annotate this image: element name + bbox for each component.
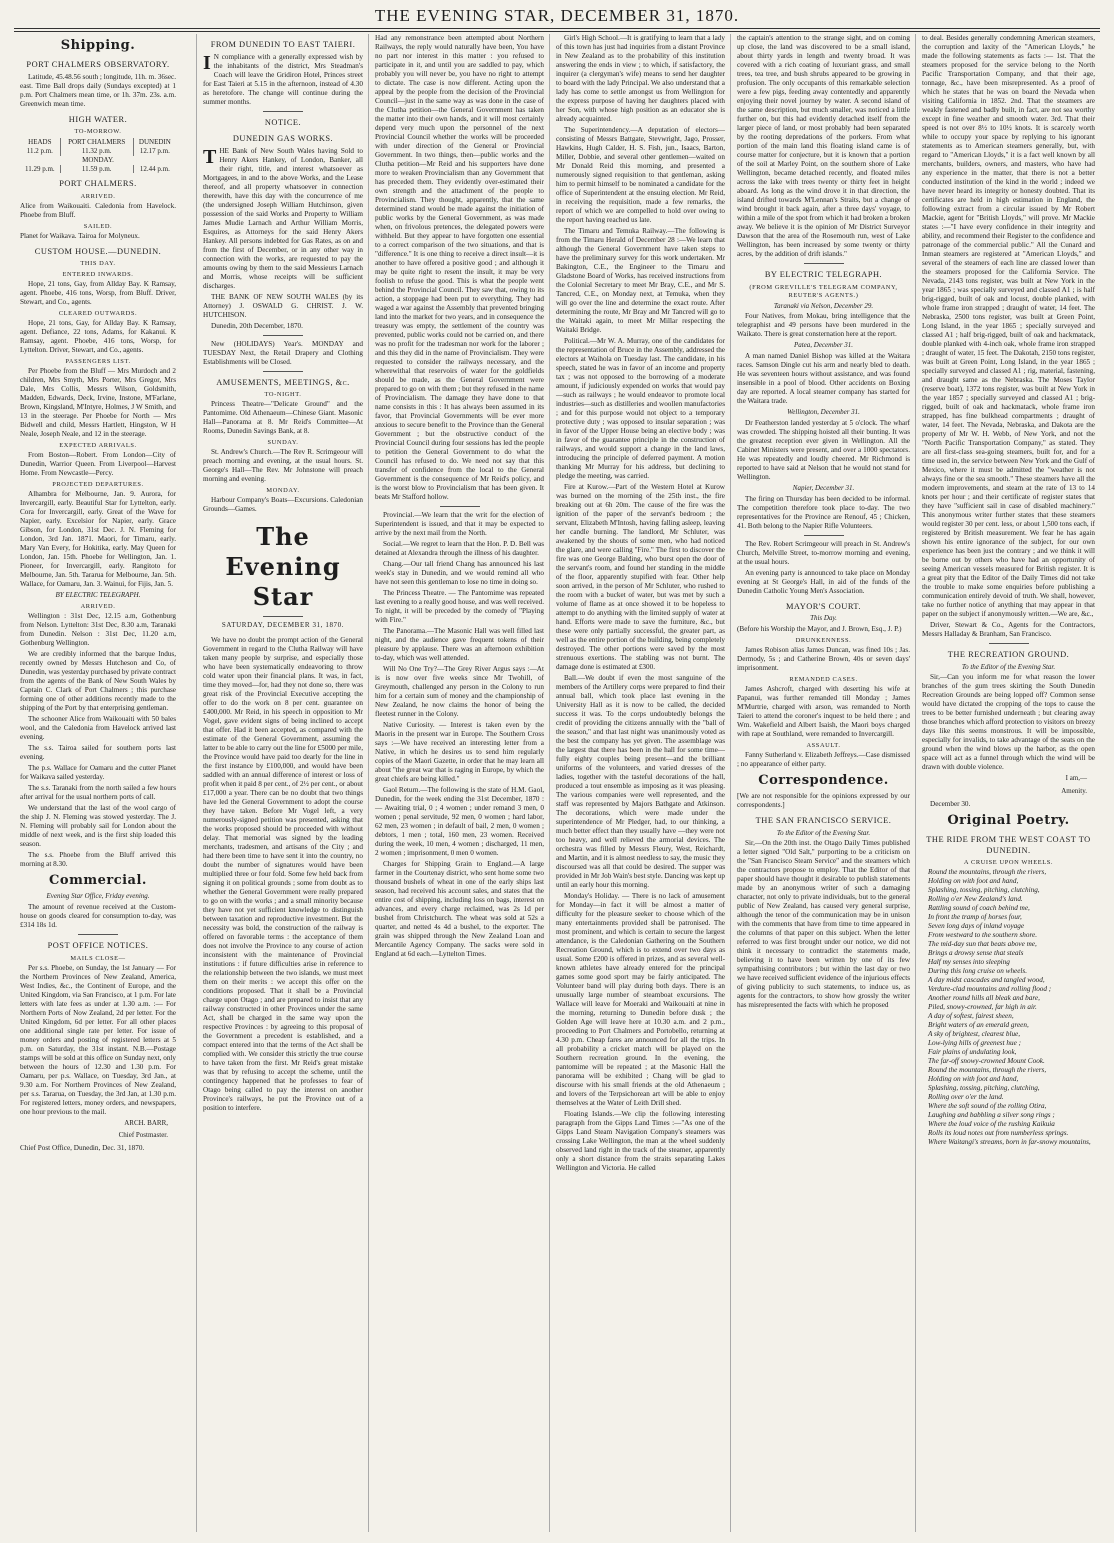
commercial-office: Evening Star Office, Friday evening. <box>46 892 150 901</box>
letter-date: December 30. <box>930 799 971 808</box>
amusements-heading: AMUSEMENTS, MEETINGS, &c. <box>216 377 350 387</box>
news-item: Fire at Kurow.—Part of the Western Hotel at Kurow was burned on the morning of the 25th inst., the fire breaking out at 6h 20m. The cause of the fire was the ignition of the paper of the servant's bedroom ; the servant, Elizabeth M'Intosh, having falling asleep, leaving her candle burning. The landlord, Mr Schluter, was awakened by the shouts of some men, who had noticed the glare, and were calling "Fire." The first to discover the fire was one George Balding, who burst open the door of the servant's room, and found her standing in the middle of the floor, apparently stupified with fear. Other help soon arrived, in the person of Mr Schluter, who rushed to the room with a bucket of water, but was met by such a volume of flame as at once showed it to be hopeless to attempt to do anything with the limited supply of water at hand. Efforts were made to save the furniture, &c., but these were only partially successful, the greater part, as well as the entire portion of the building, being completely destroyed. The other portions were saved by the most strenuous exertions. The stabling was not burnt. The damage done is estimated at £300. <box>556 483 725 671</box>
news-item: Social.—We regret to learn that the Hon. P. D. Bell was detained at Alexandra through the illness of his daughter. <box>375 540 544 557</box>
mayors-court-heading: MAYOR'S COURT. <box>785 601 862 611</box>
telegraph-place: Taranaki via Nelson, December 29. <box>773 301 874 310</box>
tide-cell: 12.44 p.m. <box>133 165 176 174</box>
customs-heading: CUSTOM HOUSE.—DUNEDIN. <box>34 246 162 256</box>
news-item: The Panorama.—The Masonic Hall was well filled last night, and the audience gave frequent tokens of their pleasure by applause. There was an afternoon exhibition to-day, which was well attended. <box>375 627 544 662</box>
poem-line: Piled, snowy-crowned, far high in air. <box>928 1003 1037 1011</box>
news-item: Monday's Holiday. — There is no lack of amusement for Monday—in fact it will be almost a matter of difficulty for the pleasure seeker to choose which of the many entertainments provided shall be patronised. The most prominent, and which is certain to secure the largest attendance, is the Caledonian Gathering on the Southern Recreation Ground, which is to extend over two days as usual. Some £200 is offered in prizes, and as several well-known athletes have already entered for the principal games some good sport may be fairly anticipated. The Volunteer band will play during both days. There is an unusually large number of steamboat excursions. The Wallace will leave for Moeraki and Waikouaiti at nine in the morning, returning to Dunedin before dusk ; the Golden Age will leave here at 10.30 a.m. and 2 p.m., proceeding to Port Chalmers and Portobello, returning at 4.30 p.m. Cheap fares are announced for all the trips. In all probability a cricket match will be played on the Southern recreation ground. In the evening, the pantomime will be repeated ; at the Masonic Hall the panorama will be exhibited ; Chang will be glad to discourse with his small friends at the old Athenaeum ; and lovers of the Terpsichorean art will be able to enjoy themselves at the Water of Leith Drill shed. <box>556 892 725 1107</box>
passengers-text: Per Phoebe from the Bluff — Mrs Murdoch and 2 children, Mrs Smyth, Mrs Porter, Mrs Gregor, Mrs Dale, Mrs Collis, Messrs Wilson, Goldsmith, Madden, Edwards, Deck, Irvine, Instone, M'Farlane, Brown, Kingsland, M'Intyre, Holmes, J W Smith, and 13 in the steerage. Per Phoebe for North — Mrs Bidwell and child, Messrs Hartlett, Hingston, W H Neale, Joseph Neale, and 12 in the steerage. <box>20 367 176 439</box>
assault-text: Fanny Sutherland v. Elizabeth Jeffreys.—Case dismissed ; no appearance of either party. <box>737 750 910 768</box>
news-item: Political.—Mr W. A. Murray, one of the candidates for the representation of Bruce in the Assembly, addressed the electors at Waihola on Tuesday last. The candidate, in his speech, stated he was in favor of an income and property tax ; was not opposed to the borrowing of a moderate amount, if judiciously expended on works that would pay—such as railways ; he would endeavor to promote local industries—such as distilleries and woollen manufactories ; and for this purpose would not object to a temporary protective duty ; was opposed to insular separation ; was in favor of the Upper House being an elective body ; was in favor of the guarantee principle in the construction of railways, and would support a change in the land laws, introducing the principle of deferred payment. A motion thanking Mr Murray for his address, but declining to pledge the meeting, was carried. <box>556 337 725 480</box>
poem-line: During this long cruise on wheels. <box>928 967 1028 975</box>
projected-text: Alhambra for Melbourne, Jan. 9. Aurora, for Invercargill, early. Beautiful Star for Lyttelton, early. Cora for Invercargill, early. Great of the Wave for Napier, early. Excelsior for Napier, early. Grace Gibson, for London, 31st Dec. J. N. Fleming for London, 3rd Jan. 1871. Maori, for Timaru, early. Mary Van Every, for Hokitika, early. May Queen for London, Jan. 15th. Phoebe for Wellington, Jan. 1. Pioneer, for Invercargill, early. Rangitoto for Melbourne, Jan. 5th. Tararua for Melbourne, Jan. 5th. Wallace, for Oamaru, Jan. 3. Wainui, for Fijis, Jan. 5. <box>20 490 176 589</box>
poem-line: Rolls its loud notes out from numberless springs. <box>928 1129 1069 1137</box>
arrived-text: Alice from Waikouaiti. Caledonia from Havelock. Phoebe from Bluff. <box>20 201 176 219</box>
news-item: The s.s. Tairoa sailed for southern ports last evening. <box>20 744 176 761</box>
news-item: Provincial.—We learn that the writ for the election of Superintendent is issued, and that it may be expected to arrive by the next mail from the North. <box>375 511 544 537</box>
newspaper-nameplate: The Evening Star <box>225 522 341 611</box>
divider <box>989 643 1029 644</box>
masthead-rule-top <box>14 28 1100 29</box>
news-item: An evening party is announced to take place on Monday evening at St George's Hall, in aid of the funds of the Dunedin Catholic Young Men's Association. <box>737 568 910 595</box>
telegraph-place: Patea, December 31. <box>793 341 854 350</box>
mails-close-label: MAILS CLOSE— <box>70 954 126 962</box>
news-item: The Timaru and Temuka Railway.—The following is from the Timaru Herald of December 28 :—We learn that although the General Government have taken steps to have the preliminary survey for this work undertaken. Mr Bakington, C.E., the Engineer to the Timaru and Gladstone Board of Works, has received instructions from the Colonial Secretary to meet Mr Bray, C.E., and Mr S. Tancred, C.E., on Monday next, at Temuka, when they will go over the line and determine the exact route. After determining the route, Mr Bray and Mr Tancred will go to the Waitaki again, to meet Mr Millar respecting the Waitaki Bridge. <box>556 227 725 334</box>
telegraph-text: Dr Featherston landed yesterday at 5 o'clock. The wharf was crowded. The shipping hoisted all their bunting. It was the greatest reception ever given in Wellington. All the Cabinet Ministers were present, and over a 1000 spectators. He was repeatedly and loudly cheered. Mr Richmond is reported to have said at Nelson that he would not stand for Wellington. <box>737 418 910 481</box>
cleared-outwards-label: CLEARED OUTWARDS. <box>58 310 138 318</box>
taieri-text: N compliance with a generally expressed wish by the inhabitants of the district, Mrs Steadman's Coach will leave the Gridiron Hotel, Princes street for East Taieri at 5.15 in the afternoon, instead of 4.30 as heretofore. The change will continue during the summer months. <box>203 52 363 106</box>
divider <box>78 934 118 935</box>
divider <box>804 535 844 536</box>
column-3 <box>368 34 550 1532</box>
monday-label: MONDAY. <box>266 487 300 494</box>
post-office-heading: POST OFFICE NOTICES. <box>47 941 149 950</box>
amusements-text: Princess Theatre—"Delicate Ground" and the Pantomime. Old Athenaeum—Chinese Giant. Masonic Hall—Panorama at 8. Mr Reid's Committee—At Rooms, Dunedin Savings Bank, at 8. <box>203 400 363 435</box>
poem-line: The mid-day sun that beats above me, <box>928 940 1037 948</box>
column-2 <box>196 34 369 1532</box>
poem-line: A day midst cascades and tangled wood, <box>928 976 1045 984</box>
news-item: Charges for Shipping Grain to England.—A large farmer in the Courtenay district, who sent home some two thousand bushels of wheat in one of the early ships last season, had received his account sales, and states that the entire cost of shipping, including loss on bags, interest on advances, and every charge reclaimed, was 2s 1d per bushel from Christchurch. The wheat was sold at 52s a quarter, and netted 4s 4d a bushel, to the exporter. The grain was shipped through the New Zealand Loan and Mercantile Agency Company. The sacks were sold in England at 6d each.—Lyttelton Times. <box>375 860 544 958</box>
tide-col-heads: HEADS <box>28 138 52 147</box>
poem-line: Verdure-clad mountains and rolling flood ; <box>928 985 1052 993</box>
tide-subhead-row <box>20 156 176 165</box>
gasworks-heading: DUNEDIN GAS WORKS. <box>232 134 334 143</box>
divider <box>263 111 303 112</box>
remanded-label: REMANDED CASES. <box>789 675 858 683</box>
telegraph-heading: BY ELECTRIC TELEGRAPH. <box>55 591 141 600</box>
poem-body <box>922 868 1095 1147</box>
telegraph-text: Wellington : 31st Dec, 12.15 a.m, Gothenburg from Nelson. Lyttelton: 31st Dec, 8.30 a.m, Taranaki from Dunedin. Nelson : 31st Dec, 11.20 a.m, Gothenburg Wellington. <box>20 612 176 647</box>
poem-line: Bright waters of an emerald green, <box>928 1021 1029 1029</box>
news-item: Girl's High School.—It is gratifying to learn that a lady of this town has just had inquiries from a distant Province in New Zealand as to the probability of this institution answering the ends in view ; to which, if satisfactory, the inquirer (a clergyman's wife) means to send her daughter to board with the lady Principal. We also understand that a lady has come to settle amongst us from Wellington for the express purpose of having her daughters placed with her Son, with whose high position as an educator she is already acquainted. <box>556 34 725 123</box>
poem-title: THE RIDE FROM THE WEST COAST TO DUNEDIN. <box>926 835 1091 855</box>
news-item: Gaol Return.—The following is the state of H.M. Gaol, Dunedin, for the week ending the 31st December, 1870 :— Awaiting trial, 0 ; 4 women ; under remand 3 men, 0 women ; penal servitude, 92 men, 0 women ; hard labor, 62 men, 23 women ; in default of bail, 2 men, 0 women ; debtors, 1 men ; total, 160 men, 23 women. Received during the week, 10 men, 4 women ; discharged, 11 men, 2 women ; imprisonment, 0 men 0 women. <box>375 786 544 857</box>
floating-islands-continued: the captain's attention to the strange sight, and on coming up close, the land was discovered to be a small island, about thirty yards in length and twenty broad. It was covered with a rich coating of luxuriant grass, and small trees, tea tree, and bush shrubs appeared to be growing in profusion. The only occupants of this remarkable selection were a few pigs, feeding away contentedly and apparently enjoying their novel journey by water. A second island of the same description, but much smaller, was noticed a little further on, but this had evidently detached itself from the larger piece of land, or most probably had been separated by the rooting depredations of the porkers. From what portion of the main land this floating island came is of course matter for conjecture, but it is known that a portion of the soil at Marley Point, on the southern shore of Lake Wellington, became detached recently, and floated miles across the lake with trees twenty or thirty feet in height aboard. As long as the wind drove it in that direction, the island drifted towards M'Lennan's Straits, but a change of wind brought it back again, after a three days' voyage, to within a mile of the spot from which it had broken a broken away. We believe it is the opinion of Mr District Surveyor Dawson that the area of the Rosemouth run, west of Lake Wellington, has been increased by some twenty or thirty acres, by the addition of drift islands." <box>737 34 910 258</box>
news-item: The Superintendency.—A deputation of electors—consisting of Messrs Battgate, Stevwright, Jago, Prosser, Hawkins, Hugh Calder, H. S. Fish, jun., Isaacs, Barton, Miller, Dobbie, and several other gentlemen—waited on Mr Donald Reid this morning, and presented a numerously signed requisition to that gentleman, asking him to permit himself to be nominated a candidate for the office of Superintendent at the ensuing election. Mr Reid, in receiving the requisition, made a few remarks, the report of which we are compelled to hold over owing to the report having reached us late. <box>556 126 725 224</box>
recreation-letter: Sir,—Can you inform me for what reason the lower branches of the gum trees skirting the South Dunedin Recreation Grounds are being lopped off? Common sense would have dictated the cropping of the tops to cause the trees to be better furnished underneath ; but clearing away those branches which afford protection to visitors on breezy days like this seems monstrous. It will be impossible, especially for invalids, to take advantage of the seats on the ground when the wind blows up the harbor, as the open space will act as a funnel through which the wind will be drawn with double violence. <box>922 673 1095 772</box>
poem-line: Rolling over o'er the land. <box>928 1093 1004 1101</box>
sunday-label: SUNDAY. <box>267 439 299 446</box>
telegraph-place: Wellington, December 31. <box>787 408 860 416</box>
poem-line: Round the mountains, through the rivers, <box>928 1066 1047 1074</box>
tide-cell: 11.2 p.m. <box>26 147 53 155</box>
telegraph-source: (FROM GREVILLE'S TELEGRAM COMPANY, REUTER'S AGENTS.) <box>749 283 898 299</box>
mayors-court-day: This Day. <box>810 614 837 622</box>
drop-cap: I <box>203 51 211 74</box>
monday-label: MONDAY. <box>82 155 114 164</box>
letter-salutation: To the Editor of the Evening Star. <box>776 828 871 837</box>
poem-line: The far-off snowy-crowned Mount Cook. <box>928 1057 1045 1065</box>
san-francisco-letter-continued: to deal. Besides generally condemning American steamers, the corruption and laxity of the "American Lloyds," he made the following statements as facts :— 1st. That the steamers proposed for the service belong to the North Pacific Transportation Company, and that their age, tonnage, &c., have been misrepresented. As a proof of which he states that he was on board the Nevada when visiting California in 1852. 2nd. That the steamers are weakly fastened and badly built, in fact, are not sea worthy except in fine weather and smooth water. 3rd. That their speed is not over 8½ to 10½ knots. It is scarcely worth while to occupy your space by replying to his ignorant statements as to American steamers generally, but, with regard to "American Lloyds," it is a fact well known by all merchants, builders, owners, and masters, who have had any experience in the matter, that there is not a better conducted institution of the kind in the world ; indeed we have never heard its integrity or honesty doubted. That its certificates are held in high estimation in England, the following extract from a circular issued by Mr Robert Mackie, agent for "British Lloyds," will prove. Mr Mackie states :—"I have every confidence in their integrity and ability, and recommend their Register to the confidence and patronage of the commercial public." All the Cunard and Inman steamers are registered at "American Lloyds," and several of the steamers of each line are classed lower than the steamers proposed for the California Service. The Nevada, 2143 tons register, was built at New York in the year 1865 ; was specially surveyed and classed A1 ; is half brig-rigged, built of oak and locust, double planked, with whole frame iron strapped ; draught of water, 14 feet. The Nebraska, 2500 tons register, was built at Green Point, Long Island, in the year 1865 ; specially surveyed and classed A1 ; half brig-rigged, built of oak and hackmatack, double planked with 4-inch oak, whole frame iron strapped ; draught of water, 15 feet. The Dakotah, 2150 tons register, was built at Green Point, Long Island, in the year 1865 ; specially surveyed and classed A1 ; rig, material, fastening, and draught same as the Nebraska. The Moses Taylor (reserve boat), 1372 tons register, was built at New York in the year 1857 ; specially surveyed and classed A1 ; brig-rigged, built of oak and hackmatack, whole frame iron strapped, has fine bulkhead compartments ; draught of water, 14 feet. The Nevada, Nebraska, and Dakota are the property of Mr W. H. Webb, of New York, and not the "North Pacific Transportation Company," as stated. They are all first-class sea-going steamers, built for, and for a time used in, the service between New York and the Gulf of Mexico, where it must be admitted the "weather is not always fine or the sea smooth." These steamers have all the modern improvements, and steam at the rate of 13 to 14 knots per hour ; and their certificate of register states that they have "sufficient sail in case of disabled machinery." This anonymous writer further states that these steamers would register 30 per cent. less, or about 1,500 tons each, if registered by British measurement. We fear he has again shown his entire ignorance of the subject, for our own experience has been just the contrary ; and we think it will be borne out by others who have had an opportunity of seeing American vessels measured for British register. It is a great pity that the Editor of the Daily Times did not take the trouble to make some enquiries before publishing a communication entirely devoid of truth. We shall, however, take no further notice of anything that may appear in that paper on the subject if anonymously written.—We are, &c., <box>922 34 1095 618</box>
tide-row <box>20 147 176 156</box>
shipping-heading: Shipping. <box>60 38 136 53</box>
tide-header-row <box>20 138 176 147</box>
poem-line: Another round hills all bleak and bare, <box>928 994 1040 1002</box>
poem-line: Half my senses into sleeping <box>928 958 1010 966</box>
recreation-heading: THE RECREATION GROUND. <box>947 650 1070 659</box>
telegraph-text: A man named Daniel Bishop was killed at the Waitara races. Samson Dingle cut his arm and nearly bled to death. He was seventeen hours without assistance, and was found insensible in a pool of blood. Other accidents on Boxing day are reported. A local steamer company has started for the Waitara trade. <box>737 352 910 405</box>
notice-heading: NOTICE. <box>264 117 302 127</box>
news-item: Native Curiosity. — Interest is taken even by the Maoris in the present war in Europe. The Southern Cross says :—We have received an interesting letter from a Native, in which he desires us to send him regularly copies of the Maori Gazette, in order that he may learn all about "the great war that is raging in Europe, by which the great chiefs are being killed." <box>375 721 544 783</box>
letter-signature: Amenity. <box>1061 787 1087 795</box>
issue-dateline: SATURDAY, DECEMBER 31, 1870. <box>221 621 345 629</box>
tide-cell: 11.32 p.m. <box>60 147 133 156</box>
divider <box>804 263 844 264</box>
news-item: Chang.—Our tall friend Chang has announced his last week's stay in Dunedin, and we would remind all who have not seen this gentleman to lose no time in doing so. <box>375 560 544 586</box>
expected-label: EXPECTED ARRIVALS. <box>59 442 137 450</box>
leading-article: We have no doubt the prompt action of the General Government in regard to the Clutha Railway will have taken many people by surprise, and especially those who have been systematically endeavoring to throw cold water upon their financial plans. It was, in fact, time they moved—for, had they not done so, there was great risk of the Provincial Executive accepting the offer to do the work on 8 per cent. guarantee on £400,000. Mr Reid, in his speech in opposition to Mr Vogel, gave evident signs of being inclined to accept that offer. Had it been accepted, as compared with the estimate of the General Government, assuming the latter to be able to carry out the line for £5000 per mile, the Province would have paid too dearly for the line in the first instance by £100,000, and would have been saddled with an annual difference of interest or loss of profit when it paid 8 per cent., of 2½ per cent., or about £17,000 a year. There can be no doubt that two things have led the General Government to adopt the course they have taken. Before Mr Vogel left, a very numerously-signed petition was presented, asking that the works proposed should be proceeded with without delay. That memorial was signed by the leading merchants, tradesmen, and artisans of the City ; and had there been time to have sent it into the country, no doubt the number of signatures would have been multiplied three or four fold. Some few held back from signing it on political grounds ; some from doubt as to whether the General Government were really prepared to go on with the works ; and a small minority because they have not yet sufficient knowledge to distinguish between taxation and reproductive investment. But the necessity was bold, the construction of the railway is offered on favorable terms : the acceptance of them does not involve the Province to any course of action inconsistent with the maintenance of Provincial institutions : if future difficulties arise in reference to the relationship between the two islands, we must meet them on their merits : we accept this offer on the conditions proposed. That it shall be a Provincial charge upon Otago ; and are prepared to insist that any railway constructed in other Provinces under the same Act, shall be charged in the same way upon the respective Provinces : by agreeing to this proposal of the Government a precedent is established, and a compact entered into that the terms of the Act shall be complied with. We consider this strictly the true course to have taken from the first. Mr Reid's great mistake was that by refusing to accept the scheme, until the contingency happened that he professes to fear of Otago being called to pay the interest on another Province's railways, he put the Province out of a position to interfere. <box>203 635 363 1112</box>
tide-cell: 12.17 p.m. <box>133 147 176 156</box>
high-water-heading: HIGH WATER. <box>68 114 128 124</box>
poem-line: Holding on with foot and hand, <box>928 877 1019 885</box>
taieri-heading: FROM DUNEDIN TO EAST TAIERI. <box>210 40 356 49</box>
entered-text: Hope, 21 tons, Gay, from Allday Bay. K Ramsay, agent. Phoebe, 416 tons, Worsp, from Bluff. Driver, Stewart, and Co., agents. <box>20 280 176 307</box>
tide-cell: 11.59 p.m. <box>60 165 133 174</box>
poem-line: A day of softest, fairest sheen, <box>928 1012 1014 1020</box>
tide-table <box>20 138 176 173</box>
leading-article-continued: Had any remonstrance been attempted about Northern Railways, the reply would naturally have been, You have no part nor interest in this matter : you refused to participate in it, and until you are saddled to pay, which probably you will never be, you have no right to attempt to dictate. The case is now different. Acting upon the appeal by the people from the decision of the Provincial Council—just in the same way as was done in the case of the Clutha petition—the General Government has taken the matter into their own hands, and it will most certainly depend very much upon the personnel of the next Provincial Council whether the works will be proceeded with under direction of the General or Provincial Government. In two things, then—public works and the Clutha petition—Mr Reid and his supporters have done more to weaken Provincialism than any Government that has preceded them. They evidently over-estimated their own strength and the attachment of the people to Provincialism. They thought, apparently, that the same determined stand would be made against the initiation of public works by the General Government, as was made when, on frivolous pretences, the delegated powers were withheld. But they appear to have forgotten one essential to a correct comparison of the two situations, and that is "difference." It is one thing to receive a direct insult—it is another to have offered a positive good ; and although it may be quite right to resent the insult, it may be very foolish to refuse the good. This is what the people went behind the Provincial Council. They saw that, owing to its action, a stoppage had been put to everything. They had waged a war against the Assembly that prevented bringing land into the market for two years, and in consequence the treasury was empty, the settlement of the country was prevented, public works could not be carried on, and there was no profit for the tradesman nor work for the laborer ; and this they did in the name of Provincialism. They were requested to consider the railways necessary, and the wherewithal that reservoirs of water for the goldfields should be made, as the General Government were prepared to go on with them ; but they refused in the name of Provincialism. The damage they have done to that name consists in this : It has always been assumed in its favor, that Provincial Governments will be ever more anxious to secure benefit to the Province than the General Government ; but the obstructive conduct of the Provincial Council during four sessions has led the people to petition the General Government to do what the Council has refused to do. We need not say that this transfer of confidence from the local to the General Government is the consequence of Mr Reid's policy, and is the worst blow to Provincialism that has been given. It beats Mr Stafford hollow. <box>375 34 544 501</box>
tide-row <box>20 165 176 174</box>
this-day-label: THIS DAY. <box>80 260 116 268</box>
news-item: The Princess Theatre. — The Pantomime was repeated last evening to a really good house, and was well received. To night, it will be preceded by the comedy of "Playing with Fire." <box>375 589 544 624</box>
poem-line: A sky of brightest, clearest blue, <box>928 1030 1021 1038</box>
drunkenness-label: DRUNKENNESS. <box>795 636 852 644</box>
observatory-heading: PORT CHALMERS OBSERVATORY. <box>26 60 170 70</box>
news-item: Will No One Try?—The Grey River Argus says :—At is is now over five weeks since Mr Twohill, of Greymouth, challenged any person in the Colony to run him for a certain sum of money and the championship of New Zealand, he now claims the honor of being the fleetest runner in the Colony. <box>375 665 544 718</box>
tide-col-dunedin: DUNEDIN <box>133 138 176 147</box>
mayors-court-bench: (Before his Worship the Mayor, and J. Brown, Esq., J. P.) <box>737 624 902 633</box>
correspondence-heading: Correspondence. <box>758 772 889 788</box>
poem-line: Splashing, tossing, pitching, clutching, <box>928 1084 1040 1092</box>
page-masthead: THE EVENING STAR, DECEMBER 31, 1870. <box>374 6 740 25</box>
sailed-text: Planet for Waikava. Tairoa for Molyneux. <box>20 231 140 240</box>
monday-text: Harbour Company's Boats—Excursions. Caledonian Grounds—Games. <box>203 496 363 513</box>
commercial-text: The amount of revenue received at the Custom-house on goods cleared for consumption to-day, was £314 18s 1d. <box>20 903 176 929</box>
tomorrow-label: TO-MORROW. <box>74 128 122 136</box>
letter-signature: Driver, Stewart & Co., Agents for the Contractors, Messrs Halladay & Branham, San Francisco. <box>922 621 1095 638</box>
holiday-notice: New (HOLIDAYS) Year's. MONDAY and TUESDAY Next, the Retail Drapery and Clothing Establishments will be Closed. <box>203 339 363 366</box>
telegraph-heading: BY ELECTRIC TELEGRAPH. <box>764 270 883 279</box>
poem-subtitle: A CRUISE UPON WHEELS. <box>963 859 1054 866</box>
poem-line: From westward to the southern shore. <box>928 931 1038 939</box>
poem-line: Rolling o'er New Zealand's land. <box>928 895 1023 903</box>
divider <box>263 616 303 617</box>
san-francisco-letter: Sir,—On the 20th inst. the Otago Daily Times published a letter signed "Old Salt," purporting to be a criticism on the "San Francisco Steam Service" and the steamers which the contractors propose to employ. That the Editor of that paper should have thought it desirable to publish statements made by an anonymous writer of such a damaging character, not only to private individuals, but to the general public of New Zealand, has caused very general surprise, although the tenor of the communication may be in unison with the comments that have from time to time appeared in the columns of that paper on this subject. When the letter referred to was first brought under our notice, we did not think it necessary to contradict the statements made, believing it to have been written by one of its few sympathising contributors ; but within the last day or two we have received sufficient evidence of the injurious effects of giving publicity to such statements, to induce us, as agents for the contractors, to show how grossly the writer has misrepresented the facts with which he proposed <box>737 839 910 1010</box>
poem-line: Rattling sound of coach behind me, <box>928 904 1030 912</box>
poem-line: Holding on with foot and hand, <box>928 1075 1019 1083</box>
poem-line: In front the tramp of horses four, <box>928 913 1022 921</box>
passengers-label: PASSENGERS LIST. <box>65 358 131 366</box>
telegraph-arrived-label: ARRIVED. <box>80 603 116 610</box>
column-5 <box>730 34 916 1532</box>
news-item: The schooner Alice from Waikouaiti with 50 bales wool, and the Caledonia from Havelock arrived last evening. <box>20 715 176 741</box>
poem-line: Laughing and babbling a silver song rings ; <box>928 1111 1055 1119</box>
gasworks-notice <box>203 147 363 291</box>
taieri-notice <box>203 53 363 107</box>
port-heading: PORT CHALMERS. <box>59 179 137 189</box>
poem-line: Where the loud voice of the rushing Kaikuia <box>928 1120 1055 1128</box>
arrived-label: ARRIVED. <box>80 192 116 200</box>
letter-closing: I am,— <box>1065 774 1087 783</box>
poem-line: Brings a drowsy sense that steals <box>928 949 1024 957</box>
masthead-rule-bottom <box>14 31 1100 32</box>
cleared-text: Hope, 21 tons, Gay, for Allday Bay. K Ramsay, agent. Defiance, 22 tons, Adams, for Kakanui. K Ramsay, agent. Phoebe, 416 tons, Worsp, for Lyttelton. Driver, Stewart, and Co., agents. <box>20 319 176 355</box>
news-item: The p.s. Wallace for Oamaru and the cutter Planet for Waikava sailed yesterday. <box>20 764 176 781</box>
gasworks-text: HE Bank of New South Wales having Sold to Henry Akers Hankey, of London, Banker, all their right, title, and interest whatsoever as Mortgagees, in and to the above Works, and the Lease thereof, and all property whatsoever in connection therewith, have this day with the concurrence of me (the undersigned Joseph William Hutchinson, given possession of the said Works and Property to William James Mudie Larnach and Arthur William Morris, Esquires, as Attorneys for the said Henry Akers Hankey. All persons indebted for Gas Rates, as on and from the first of December, or in any other way in connection with the works, are requested to pay the amounts owing by them to the said Messieurs Larnach and Morris, whose receipts will be sufficient discharges. <box>203 146 363 290</box>
column-4 <box>549 34 731 1532</box>
commercial-heading: Commercial. <box>49 873 147 888</box>
divider <box>263 335 303 336</box>
column-1 <box>14 34 182 1532</box>
poem-line: Splashing, tossing, pitching, clutching, <box>928 886 1040 894</box>
news-item: The Rev. Robert Scrimgeour will preach in St. Andrew's Church, Melville Street, to-morrow morning and evening, at the usual hours. <box>737 539 910 566</box>
drop-cap: T <box>203 145 217 168</box>
san-francisco-heading: THE SAN FRANCISCO SERVICE. <box>755 816 892 825</box>
poem-line: Fair plains of undulating look, <box>928 1048 1017 1056</box>
telegraph-place: Napier, December 31. <box>792 483 855 492</box>
sailed-label: SAILED. <box>83 222 113 230</box>
poem-line: Where Waitangi's streams, born in far-snowy mountains, <box>928 1138 1091 1146</box>
expected-text: From Boston—Robert. From London—City of Dunedin, Warrior Queen. From Liverpool—Harvest Home. From Newcastle—Percy. <box>20 451 176 478</box>
poem-line: Seven long days of inland voyage <box>928 922 1025 930</box>
entered-inwards-label: ENTERED INWARDS. <box>62 271 134 279</box>
telegraph-text: Four Natives, from Mokau, bring intelligence that the telegraphist and 49 persons have been murdered in the Waikato. There is great consternation here at the report. <box>737 312 910 339</box>
divider <box>440 506 480 507</box>
postmaster-title: Chief Postmaster. <box>118 1131 168 1140</box>
poetry-heading: Original Poetry. <box>947 812 1070 828</box>
telegraph-text: The firing on Thursday has been decided to be informal. The competition therefore took place to-day. The two representatives for the Province are Renouf, 45 ; Chicken, 41. Both belong to the Napier Rifle Volunteers. <box>737 494 910 530</box>
observatory-text: Latitude, 45.48.56 south ; longitude, 11h. m. 36sec. east. Time Ball drops daily (Sundays excepted) at 1 p.m. Port Chalmers mean time, or 1h. 37m. 23s. a.m. Greenwich mean time. <box>20 72 176 108</box>
projected-label: PROJECTED DEPARTURES. <box>52 481 144 489</box>
column-6 <box>915 34 1101 1532</box>
postmaster-name: ARCH. BARR, <box>124 1118 168 1127</box>
drunkenness-text: James Robison alias James Duncan, was fined 10s ; Jas. Dermody, 5s ; and Catherine Brown, 40s or seven days' imprisonment. <box>737 645 910 672</box>
correspondence-note: [We are not responsible for the opinions expressed by our correspondents.] <box>737 792 910 809</box>
news-item: The s.s. Taranaki from the north sailed a few hours after arrival for the usual northern ports of call. <box>20 784 176 801</box>
remanded-text: James Ashcroft, charged with deserting his wife at Papanui, was further remanded till Monday ; James M'Murtrie, charged with arson, was remanded to North Taieri to attend the coroner's inquest to be held there ; and Wm. Wakefield and Albert Isaish, the Maori boys charged with rape at Southland, were remanded to Invercargill. <box>737 684 910 738</box>
assault-label: ASSAULT. <box>806 741 841 749</box>
tonight-label: TO-NIGHT. <box>264 391 302 398</box>
poem-line: Low-lying hills of greenest hue ; <box>928 1039 1021 1047</box>
tide-col-port: PORT CHALMERS <box>60 138 133 147</box>
bank-signature: THE BANK OF NEW SOUTH WALES (by its Attorney) J. OSWALD G. CHRIST. J. W. HUTCHISON. <box>203 292 363 319</box>
divider <box>263 371 303 372</box>
post-office-text: Per s.s. Phoebe, on Sunday, the 1st January — For the Northern Provinces of New Zealand, America, West Indies, &c., the Continent of Europe, and the United Kingdom, via San Francisco, at 1 p.m. For late letters with late fees as under at 1.30 a.m. :— For Northern Ports of Now Zealand, 2d per letter. For the United Kingdom, 6d per letter. For all other places one additional single rate per letter. For issue of money orders and posting of registered letters at 5 p.m. on Saturday, the 31st instant. N.B.—Postage stamps will be sold at this office on Sunday next, only between the hours of 12.30 and 1.30 p.m. For Oamaru, per p.s. Wallace, on Tuesday, 3rd Jan., at 9.30 a.m. For Northern Provinces of New Zealand, per s.s. Tararua, on Tuesday, the 3rd Jan, at 1.30 p.m. For registered letters, money orders, and newspapers, one hour previous to the mail. <box>20 963 176 1116</box>
news-item: We are credibly informed that the barque Indus, recently owned by Messrs Hutcheson and Co, of Dunedin, was yesterday purchased by private contract from the agents of the Bank of New South Wales by Captain C. Clark of Port Chalmers ; this purchase forming one of other additions recently made to the shipping of the Port by that enterprising gentleman. <box>20 650 176 712</box>
sunday-text: St. Andrew's Church.—The Rev R. Scrimgeour will preach morning and evening, at the usual hours. St. George's Hall—The Rev. Mr Johnstone will preach morning and evening. <box>203 448 363 483</box>
news-item: Ball.—We doubt if even the most sanguine of the members of the Artillery corps were prepared to find their annual ball, which took place last evening in the University Hall as it is now to be called, the decided success it was. To the corps undoubtedly belongs the credit of providing the citizens annually with the "ball of the season," and that last night was unanimously voted as the best the company has yet given. The assemblage was the largest that there has been in the hall for some time—fully eighty couples being present—and the brilliant uniforms of the volunteers, and varied dresses of the ladies, together with the tasteful decorations of the hall, produced a tout ensemble as imposing as it was pleasing. The various companies were well represented, and the staff was represented by Majors Bathgate and Atkinson. The decorations, which were made under the superintendence of Mr Pledger, had, to our thinking, a much better effect than they usually have —they were not too heavy, and well relieved the armorial devices. The orchestra was filled by Messrs Fleury, West, Reichardt, and Martin, and it is almost needless to say, the music they discoursed was all that could be desired. The supper was provided in Mr Job Wain's best style. Dancing was kept up until an early hour this morning. <box>556 674 726 889</box>
news-item: We understand that the last of the wool cargo of the ship J. N. Fleming was stowed yesterday. The J. N. Fleming will probably sail for London about the middle of next week, and is the first ship loaded this season. <box>20 804 176 848</box>
poem-line: Round the mountains, through the rivers, <box>928 868 1047 876</box>
letter-salutation: To the Editor of the Evening Star. <box>961 662 1056 671</box>
poem-line: Where the soft sound of the rolling Otira, <box>928 1102 1047 1110</box>
bank-date: Dunedin, 20th December, 1870. <box>211 321 303 330</box>
news-item: Floating Islands.—We clip the following interesting paragraph from the Gipps Land Times :—"As one of the Gipps Land Steam Navigation Company's steamers was crossing Lake Wellington, the man at the wheel suddenly observed land right in the track of the steamer, apparently only a short distance from the straits separating Lakes Wellington and Victoria. He called <box>556 1110 725 1172</box>
news-item: The s.s. Phoebe from the Bluff arrived this morning at 8.30. <box>20 851 176 868</box>
tide-cell: 11.29 p.m. <box>24 164 55 173</box>
post-office-footer: Chief Post Office, Dunedin, Dec. 31, 1870. <box>20 1144 145 1152</box>
